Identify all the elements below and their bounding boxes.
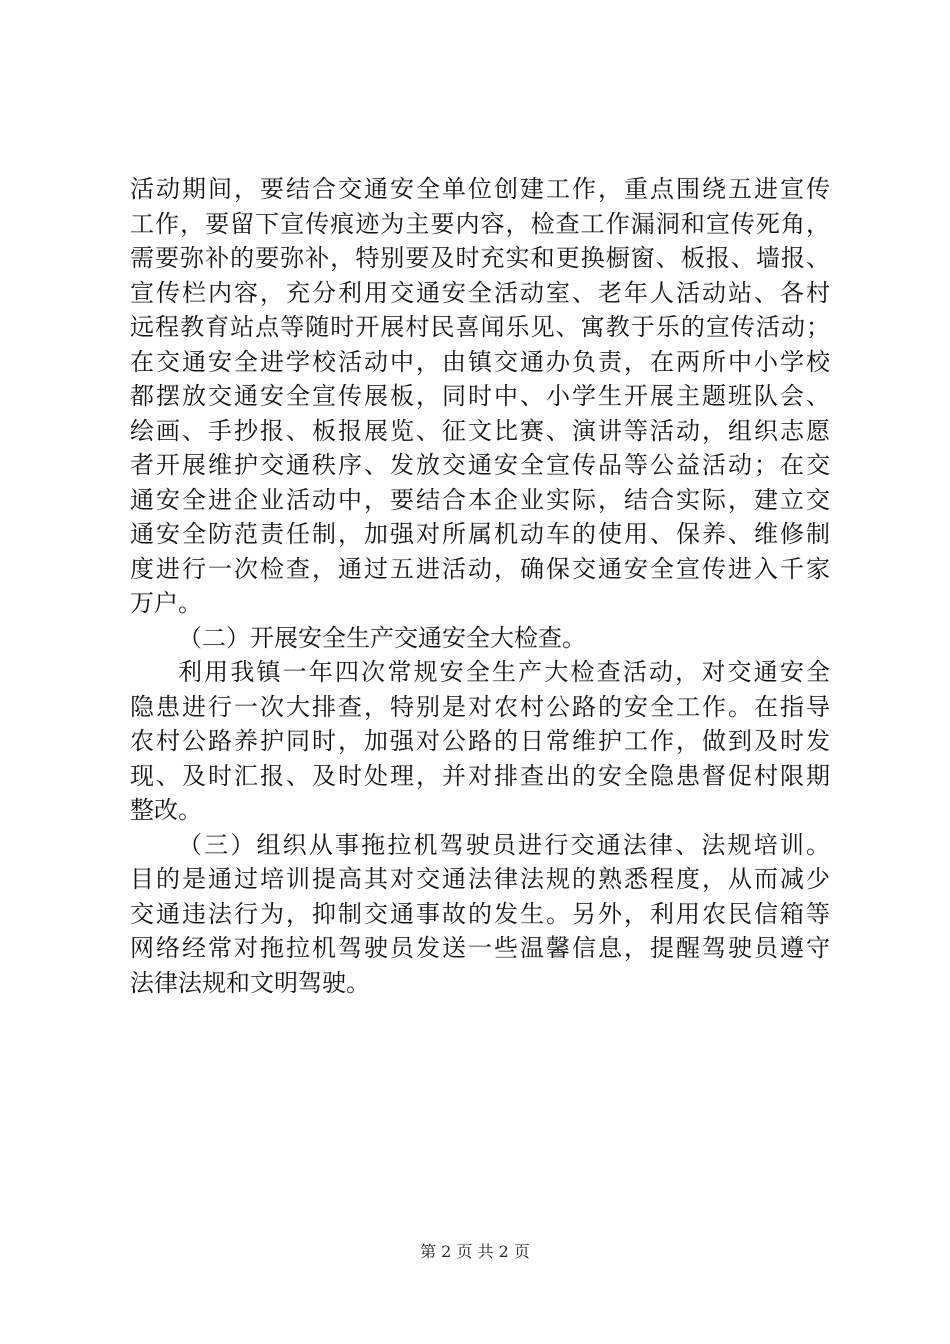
- text-line: 绘画、手抄报、板报展览、征文比赛、演讲等活动，组织志愿: [130, 416, 830, 445]
- paragraph: [130, 828, 830, 1001]
- text-line: 农村公路养护同时，加强对公路的日常维护工作，做到及时发: [130, 727, 830, 755]
- text-line: 宣传栏内容，充分利用交通安全活动室、老年人活动站、各村: [130, 278, 830, 307]
- text-line: （三）组织从事拖拉机驾驶员进行交通法律、法规培训。: [178, 830, 830, 859]
- text-line: 网络经常对拖拉机驾驶员发送一些温馨信息，提醒驾驶员遵守: [130, 934, 830, 962]
- text-line: 现、及时汇报、及时处理，并对排查出的安全隐患督促村限期: [130, 761, 830, 790]
- text-line: 利用我镇一年四次常规安全生产大检查活动，对交通安全: [178, 658, 830, 686]
- text-line: 远程教育站点等随时开展村民喜闻乐见、寓教于乐的宣传活动；: [130, 313, 830, 341]
- text-line: 法律法规和文明驾驶。: [130, 968, 370, 997]
- text-line: 通安全进企业活动中，要结合本企业实际，结合实际，建立交: [130, 485, 830, 514]
- text-line: 都摆放交通安全宣传展板，同时中、小学生开展主题班队会、: [130, 382, 830, 410]
- text-line: 目的是通过培训提高其对交通法律法规的熟悉程度，从而减少: [130, 865, 830, 893]
- text-line: 需要弥补的要弥补，特别要及时充实和更换橱窗、板报、墙报、: [130, 244, 830, 272]
- document-body: [130, 172, 830, 1000]
- text-line: 在交通安全进学校活动中，由镇交通办负责，在两所中小学校: [130, 347, 830, 376]
- text-line: 度进行一次检查，通过五进活动，确保交通安全宣传进入千家: [130, 554, 830, 583]
- text-line: 隐患进行一次大排查，特别是对农村公路的安全工作。在指导: [130, 692, 830, 721]
- text-line: 交通违法行为，抑制交通事故的发生。另外，利用农民信箱等: [130, 899, 830, 928]
- paragraph: [130, 172, 830, 621]
- paragraph: [130, 621, 830, 656]
- page-footer: 第 2 页 共 2 页: [420, 1242, 530, 1261]
- text-line: （二）开展安全生产交通安全大检查。: [178, 623, 586, 652]
- text-line: 整改。: [130, 796, 202, 824]
- text-line: 者开展维护交通秩序、发放交通安全宣传品等公益活动；在交: [130, 451, 830, 479]
- text-line: 通安全防范责任制，加强对所属机动车的使用、保养、维修制: [130, 520, 830, 548]
- text-line: 万户。: [130, 589, 202, 617]
- text-line: 活动期间，要结合交通安全单位创建工作，重点围绕五进宣传: [130, 175, 830, 203]
- text-line: 工作，要留下宣传痕迹为主要内容，检查工作漏洞和宣传死角，: [130, 209, 830, 238]
- paragraph: [130, 655, 830, 828]
